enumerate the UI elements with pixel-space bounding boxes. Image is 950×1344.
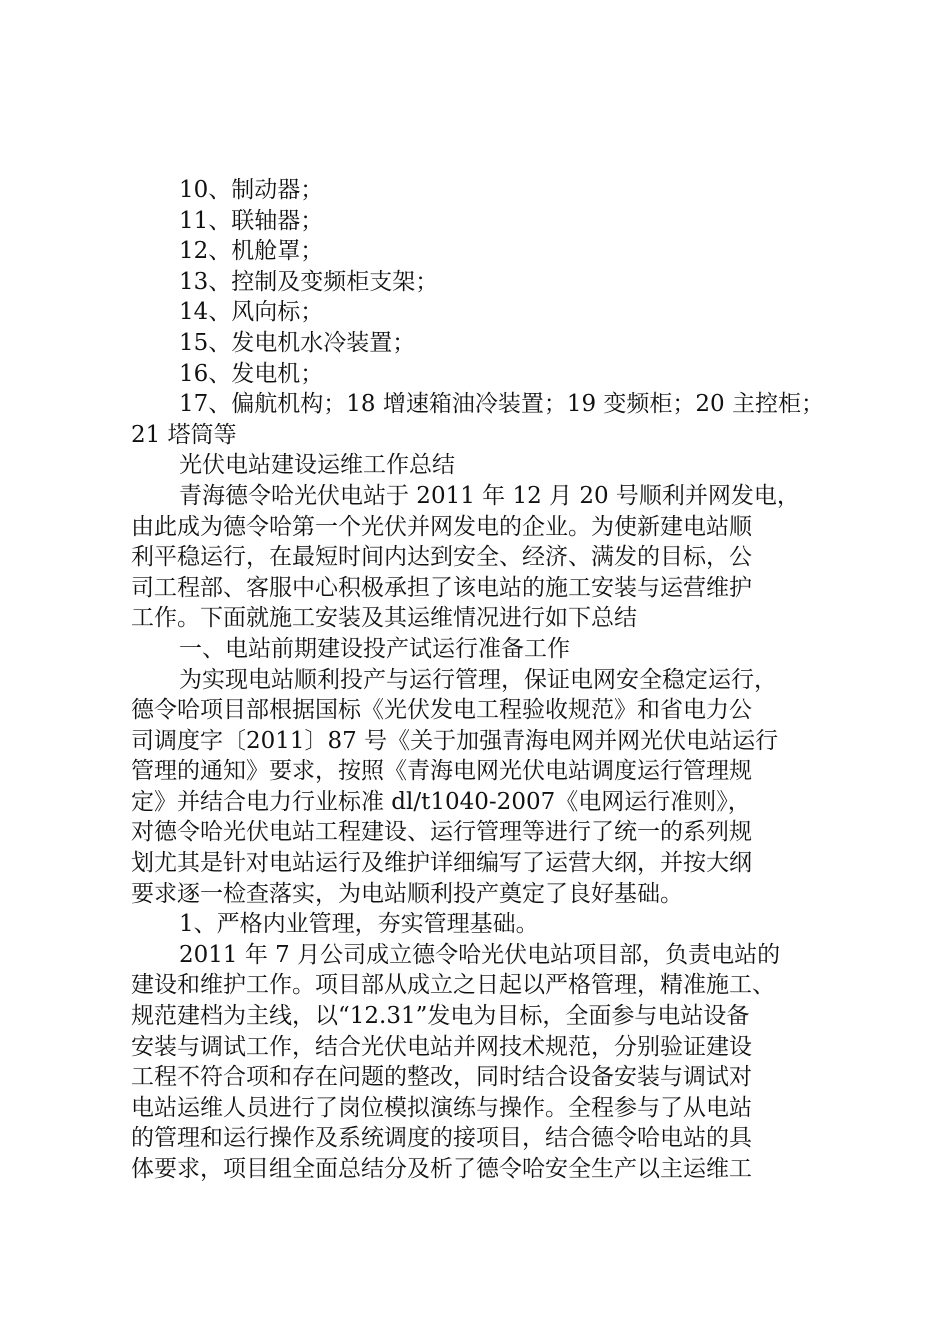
paragraph-line: 要求逐一检查落实，为电站顺利投产奠定了良好基础。 xyxy=(131,880,683,907)
list-item: 17、偏航机构；18 增速箱油冷装置；19 变频柜；20 主控柜； xyxy=(179,391,824,418)
list-item: 11、联轴器； xyxy=(179,207,324,234)
list-item: 14、风向标； xyxy=(179,299,324,326)
paragraph-line: 体要求，项目组全面总结分及析了德令哈安全生产以主运维工 xyxy=(131,1156,752,1182)
list-item: 15、发电机水冷装置； xyxy=(179,329,416,356)
document-body xyxy=(131,175,831,1185)
paragraph-line: 工作。下面就施工安装及其运维情况进行如下总结 xyxy=(131,605,637,632)
paragraph-line: 划尤其是针对电站运行及维护详细编写了运营大纲，并按大纲 xyxy=(131,850,752,877)
list-item: 12、机舱罩； xyxy=(179,238,324,265)
paragraph-line: 司调度字〔2011〕87 号《关于加强青海电网并网光伏电站运行 xyxy=(131,727,779,754)
list-item: 16、发电机； xyxy=(179,360,324,387)
paragraph-line: 对德令哈光伏电站工程建设、运行管理等进行了统一的系列规 xyxy=(131,819,752,846)
paragraph-line: 青海德令哈光伏电站于 2011 年 12 月 20 号顺利并网发电， xyxy=(179,482,800,509)
paragraph-line: 电站运维人员进行了岗位模拟演练与操作。全程参与了从电站 xyxy=(131,1094,752,1121)
list-item-continuation: 21 塔筒等 xyxy=(131,421,237,448)
paragraph-line: 为实现电站顺利投产与运行管理，保证电网安全稳定运行， xyxy=(179,666,777,693)
paragraph-line: 工程不符合项和存在问题的整改，同时结合设备安装与调试对 xyxy=(131,1064,752,1091)
paragraph-line: 由此成为德令哈第一个光伏并网发电的企业。为使新建电站顺 xyxy=(131,513,752,540)
paragraph-line: 建设和维护工作。项目部从成立之日起以严格管理，精准施工、 xyxy=(131,972,775,999)
paragraph-line: 的管理和运行操作及系统调度的接项目，结合德令哈电站的具 xyxy=(131,1125,752,1152)
paragraph-line: 安装与调试工作，结合光伏电站并网技术规范，分别验证建设 xyxy=(131,1033,752,1060)
paragraph-line: 德令哈项目部根据国标《光伏发电工程验收规范》和省电力公 xyxy=(131,697,752,724)
document-title: 光伏电站建设运维工作总结 xyxy=(179,452,455,479)
paragraph-line: 利平稳运行，在最短时间内达到安全、经济、满发的目标，公 xyxy=(131,544,752,571)
list-item: 13、控制及变频柜支架； xyxy=(179,268,439,295)
paragraph-line: 2011 年 7 月公司成立德令哈光伏电站项目部，负责电站的 xyxy=(179,941,781,968)
paragraph-line: 定》并结合电力行业标准 dl/t1040-2007《电网运行准则》， xyxy=(131,788,751,815)
subsection-heading: 1、严格内业管理，夯实管理基础。 xyxy=(179,911,539,938)
list-item: 10、制动器； xyxy=(179,177,324,203)
paragraph-line: 管理的通知》要求，按照《青海电网光伏电站调度运行管理规 xyxy=(131,758,752,785)
paragraph-line: 司工程部、客服中心积极承担了该电站的施工安装与运营维护 xyxy=(131,574,752,601)
paragraph-line: 规范建档为主线，以“12.31”发电为目标，全面参与电站设备 xyxy=(131,1003,750,1030)
section-heading: 一、电站前期建设投产试运行准备工作 xyxy=(179,635,570,662)
